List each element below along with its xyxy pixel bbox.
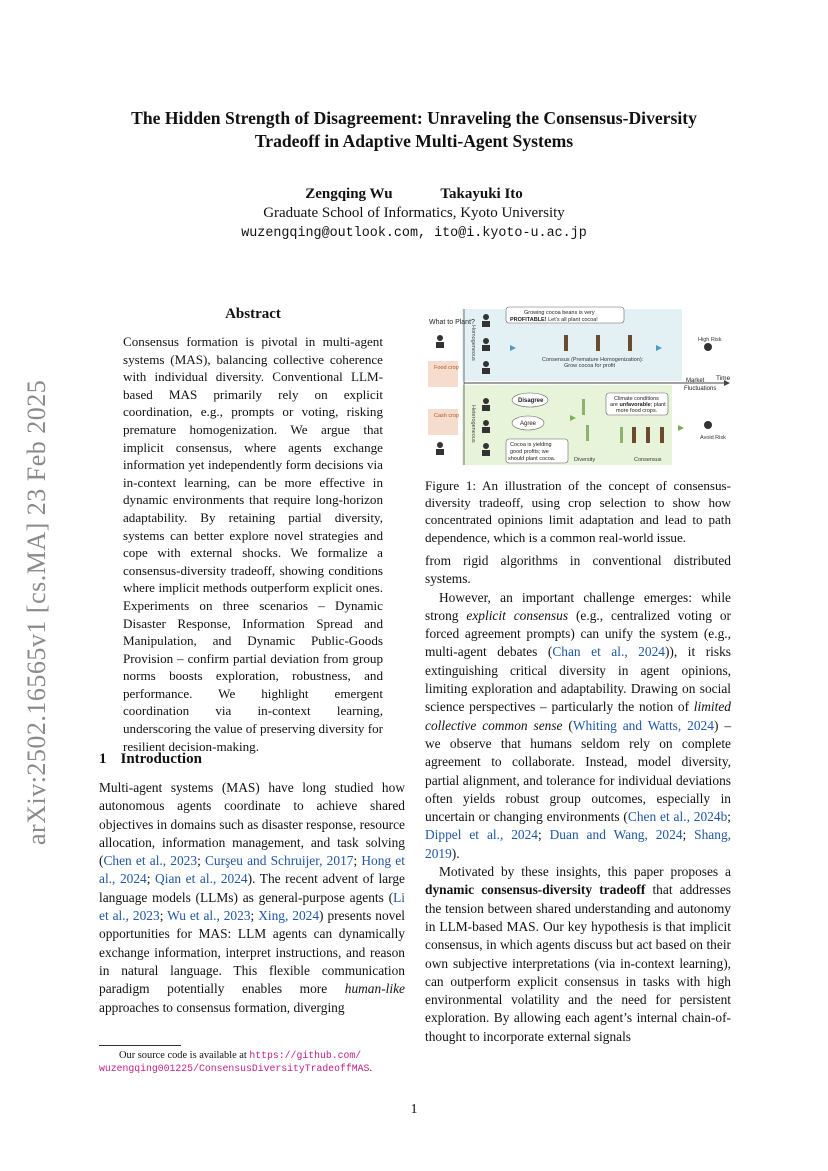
diversity-label: Diversity bbox=[574, 457, 596, 463]
intro-paragraph-1: Multi-agent systems (MAS) have long studied how autonomous agents coordinate to achieve shared objectives in domains such as disaster response, resource allocation, information management, and task solving (Chen et al., 2023; Curşeu and Schruijer, 2017; Hong et al., 2024; Qian et al., 2024). The recent advent of large language models (LLMs) as general-purpose agents (Li et al., 2023; Wu et al., 2023; Xing, 2024) presents novel opportunities for MAS: LLM agents can dynamically exchange information, interpret instructions, and reason in natural language. This flexible communication paradigm potentially enables more human-like approaches to consensus formation, diverging bbox=[99, 780, 406, 1015]
citation-link[interactable]: Chen et al., 2024b bbox=[627, 809, 728, 825]
citation-link[interactable]: Xing, 2024 bbox=[258, 908, 320, 924]
what-to-plant-label: What to Plant? bbox=[429, 319, 475, 326]
svg-text:should plant cocoa.: should plant cocoa. bbox=[508, 456, 556, 462]
citation-link[interactable]: Whiting and Watts, 2024 bbox=[572, 717, 714, 733]
market-label-2: Fluctuations bbox=[684, 386, 717, 392]
abstract-heading: Abstract bbox=[225, 306, 281, 322]
svg-text:Growing cocoa beans is very: Growing cocoa beans is very bbox=[524, 310, 595, 316]
citation-link[interactable]: Chan et al., 2024 bbox=[552, 644, 665, 660]
consensus-label: Consensus bbox=[634, 457, 662, 463]
title-line-1: The Hidden Strength of Disagreement: Unraveling the Consensus-Diversity bbox=[131, 108, 697, 128]
affiliation: Graduate School of Informatics, Kyoto University bbox=[263, 205, 565, 221]
food-crop-label: Food crop bbox=[434, 365, 459, 371]
footnote-url-link[interactable]: https://github.com/ wuzengqing001225/ConsensusDiversityTradeoffMAS bbox=[99, 1050, 370, 1075]
time-label: Time bbox=[716, 375, 731, 382]
intro-paragraph-3: Motivated by these insights, this paper proposes a dynamic consensus-diversity tradeoff that addresses the tension between shared understanding and autonomy in LLM-based MAS. Our key hypothesis is that implicit consensus, in which agents discuss but act based on their own subjective interpretations (via in-context learning), can outperform explicit consensus in tasks with high environmental volatility and the need for persistent exploration. By allowing each agent’s internal chain-of-thought to incorporate external signals bbox=[425, 864, 731, 1044]
citation-link[interactable]: Wu et al., 2023 bbox=[167, 908, 251, 924]
citation-link[interactable]: Shang, 2019 bbox=[425, 827, 731, 861]
citation-link[interactable]: Duan and Wang, 2024 bbox=[549, 827, 683, 843]
consensus-label-1: Consensus (Premature Homogenization): bbox=[542, 357, 644, 363]
citation-link[interactable]: Li et al., 2023 bbox=[99, 889, 405, 924]
arxiv-identifier: arXiv:2502.16565v1 [cs.MA] 23 Feb 2025 bbox=[22, 379, 51, 845]
svg-text:Cocoa is yielding: Cocoa is yielding bbox=[510, 442, 552, 448]
market-label-1: Market bbox=[686, 378, 705, 384]
svg-text:are unfavorable; plant: are unfavorable; plant bbox=[610, 402, 666, 408]
citation-link[interactable]: Curşeu and Schruijer, 2017 bbox=[204, 853, 354, 869]
intro-column-left bbox=[99, 779, 405, 1017]
citation-link[interactable]: Qian et al., 2024 bbox=[155, 871, 248, 887]
title-line-2: Tradeoff in Adaptive Multi-Agent Systems bbox=[254, 131, 574, 151]
author-1: Zengqing Wu bbox=[305, 186, 393, 202]
intro-paragraph-1-continued: from rigid algorithms in conventional distributed systems. bbox=[425, 553, 731, 587]
section-title: Introduction bbox=[120, 751, 202, 767]
author-emails[interactable]: wuzengqing@outlook.com, ito@i.kyoto-u.ac.jp bbox=[241, 226, 587, 241]
svg-text:Agree: Agree bbox=[520, 421, 537, 427]
paper-title bbox=[60, 107, 768, 153]
avoid-risk-label: Avoid Risk bbox=[700, 435, 726, 441]
svg-text:good profits; we: good profits; we bbox=[510, 449, 549, 455]
figure-caption: Figure 1: An illustration of the concept of consensus-diversity tradeoff, using crop selection to show how concentrated opinions limit adaptation and lead to path dependence, which is a common real-world issue. bbox=[425, 478, 731, 545]
consensus-label-2: Grow cocoa for profit bbox=[564, 363, 616, 369]
svg-text:Climate conditions: Climate conditions bbox=[614, 396, 659, 402]
page-number: 1 bbox=[410, 1102, 418, 1117]
svg-text:more food crops.: more food crops. bbox=[616, 408, 658, 414]
author-list bbox=[0, 186, 828, 203]
high-risk-icon bbox=[704, 343, 712, 351]
citation-link[interactable]: Dippel et al., 2024 bbox=[425, 827, 538, 843]
svg-text:Disagree: Disagree bbox=[518, 398, 544, 404]
citation-link[interactable]: Chen et al., 2023 bbox=[103, 853, 198, 869]
intro-column-right bbox=[425, 552, 731, 1046]
homogeneous-label: Homogeneous bbox=[470, 325, 476, 361]
avoid-risk-icon bbox=[704, 421, 712, 429]
heterogeneous-label: Heterogeneous bbox=[470, 405, 476, 443]
section-heading bbox=[99, 751, 202, 768]
footnote-rule bbox=[99, 1045, 181, 1046]
svg-text:PROFITABLE! Let’s all plant co: PROFITABLE! Let’s all plant cocoa! bbox=[510, 317, 598, 323]
figure-1 bbox=[424, 305, 734, 470]
high-risk-label: High Risk bbox=[698, 337, 722, 343]
author-2: Takayuki Ito bbox=[440, 186, 523, 202]
citation-link[interactable]: Hong et al., 2024 bbox=[99, 853, 405, 887]
footnote: Our source code is available at https://github.com/ wuzengqing001225/ConsensusDiversityTradeoffMAS. bbox=[99, 1050, 373, 1075]
intro-paragraph-2: However, an important challenge emerges: while strong explicit consensus (e.g., centralized voting or forced agreement prompts) can unify the system (e.g., multi-agent debates (Chan et al., 2024)), it risks extinguishing critical diversity in agent opinions, limiting exploration and adaptability. Drawing on social science perspectives – particularly the notion of limited collective common sense (Whiting and Watts, 2024) – we observe that humans seldom rely on complete agreement to collaborate. Instead, model diversity, partial alignment, and tolerance for individual deviations often yields robust group outcomes, especially in uncertain or changing environments (Chen et al., 2024b; Dippel et al., 2024; Duan and Wang, 2024; Shang, 2019). bbox=[425, 589, 732, 861]
section-number: 1 bbox=[99, 751, 107, 767]
abstract-text: Consensus formation is pivotal in multi-agent systems (MAS), balancing collective coherence with individual diversity. Conventional LLM-based MAS primarily rely on explicit coordination, e.g., prompts or voting, risking premature homogenization. We argue that implicit consensus, where agents exchange information yet independently form decisions via in-context learning, can be more effective in dynamic environments that require long-horizon adaptability. By retaining partial diversity, systems can better explore novel strategies and cope with external shocks. We formalize a consensus-diversity tradeoff, showing conditions where implicit methods outperform explicit ones. Experiments on three scenarios – Dynamic Disaster Response, Information Spread and Manipulation, and Dynamic Public-Goods Provision – confirm partial deviation from group norms boosts exploration, robustness, and performance. We highlight emergent coordination via in-context learning, underscoring the value of preserving diversity for resilient decision-making. bbox=[123, 334, 383, 754]
cash-crop-label: Cash crop bbox=[434, 413, 460, 419]
